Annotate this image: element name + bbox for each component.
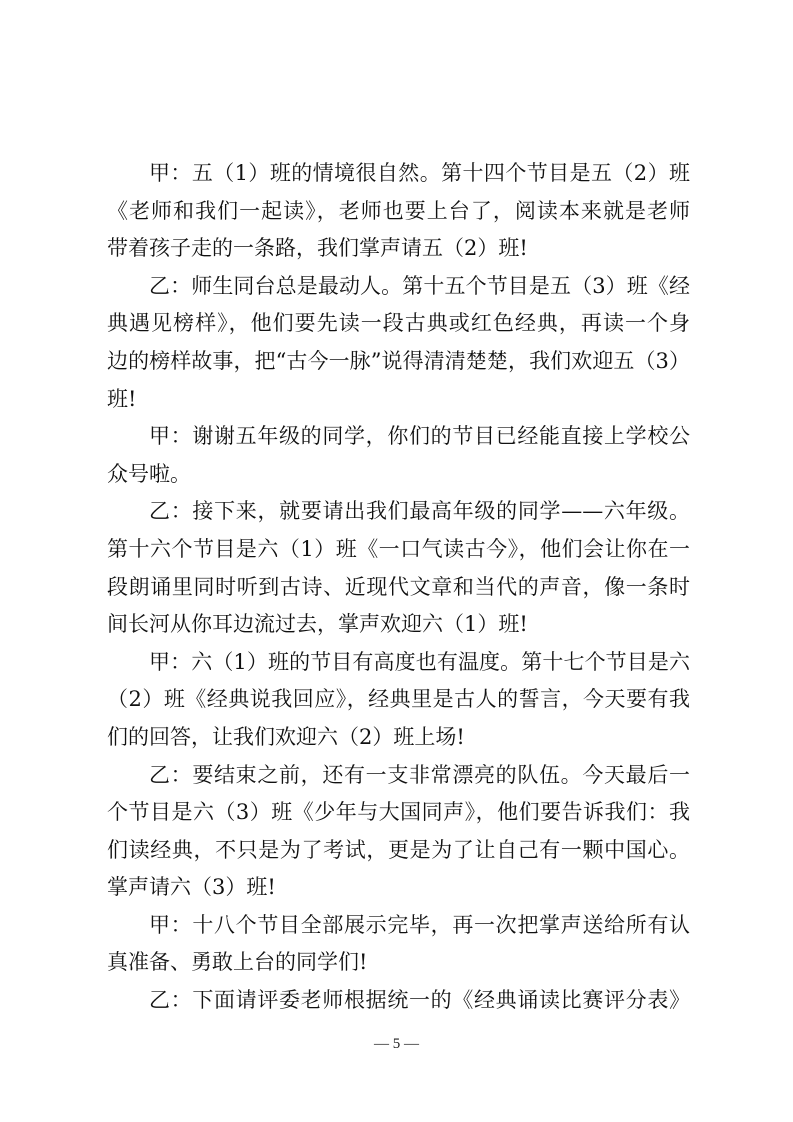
text-line: 班!: [107, 386, 137, 411]
text-line: 乙：下面请评委老师根据统一的《经典诵读比赛评分表》: [149, 988, 690, 1013]
text-line: 间长河从你耳边流过去，掌声欢迎六（1）班!: [107, 612, 528, 637]
text-line: 段朗诵里同时听到古诗、近现代文章和当代的声音，像一条时: [107, 574, 690, 599]
text-line: 个节目是六（3）班《少年与大国同声》，他们要告诉我们：我: [107, 800, 690, 825]
text-line: 甲：十八个节目全部展示完毕，再一次把掌声送给所有认: [149, 912, 690, 937]
text-line: 甲：六（1）班的节目有高度也有温度。第十七个节目是六: [149, 649, 690, 674]
text-line: 甲：谢谢五年级的同学，你们的节目已经能直接上学校公: [149, 424, 690, 449]
paragraph: [107, 493, 690, 643]
text-line: （2）班《经典说我回应》，经典里是古人的誓言，今天要有我: [107, 687, 690, 712]
text-line: 边的榜样故事，把“古今一脉”说得清清楚楚，我们欢迎五（3）: [107, 348, 690, 373]
text-line: 乙：接下来，就要请出我们最高年级的同学——六年级。: [149, 499, 690, 524]
text-line: 们的回答，让我们欢迎六（2）班上场!: [107, 724, 465, 749]
text-line: 典遇见榜样》，他们要先读一段古典或红色经典，再读一个身: [107, 311, 690, 336]
text-line: 《老师和我们一起读》，老师也要上台了，阅读本来就是老师: [107, 198, 690, 223]
paragraph: [107, 155, 690, 268]
paragraph: [107, 644, 690, 757]
paragraph: [107, 268, 690, 418]
text-line: 们读经典，不只是为了考试，更是为了让自己有一颗中国心。: [107, 837, 690, 862]
paragraph: [107, 907, 690, 982]
text-line: 乙：要结束之前，还有一支非常漂亮的队伍。今天最后一: [149, 762, 690, 787]
page-number: — 5 —: [374, 1036, 419, 1052]
paragraph: [107, 757, 690, 907]
document-body: [107, 155, 690, 1020]
text-line: 掌声请六（3）班!: [107, 875, 276, 900]
text-line: 甲：五（1）班的情境很自然。第十四个节目是五（2）班: [149, 161, 690, 185]
text-line: 众号啦。: [107, 461, 191, 486]
text-line: 带着孩子走的一条路，我们掌声请五（2）班!: [107, 236, 528, 261]
text-line: 第十六个节目是六（1）班《一口气读古今》，他们会让你在一: [107, 536, 690, 561]
paragraph: [107, 982, 690, 1020]
text-line: 真准备、勇敢上台的同学们!: [107, 950, 368, 975]
text-line: 乙：师生同台总是最动人。第十五个节目是五（3）班《经: [149, 273, 690, 298]
paragraph: [107, 418, 690, 493]
